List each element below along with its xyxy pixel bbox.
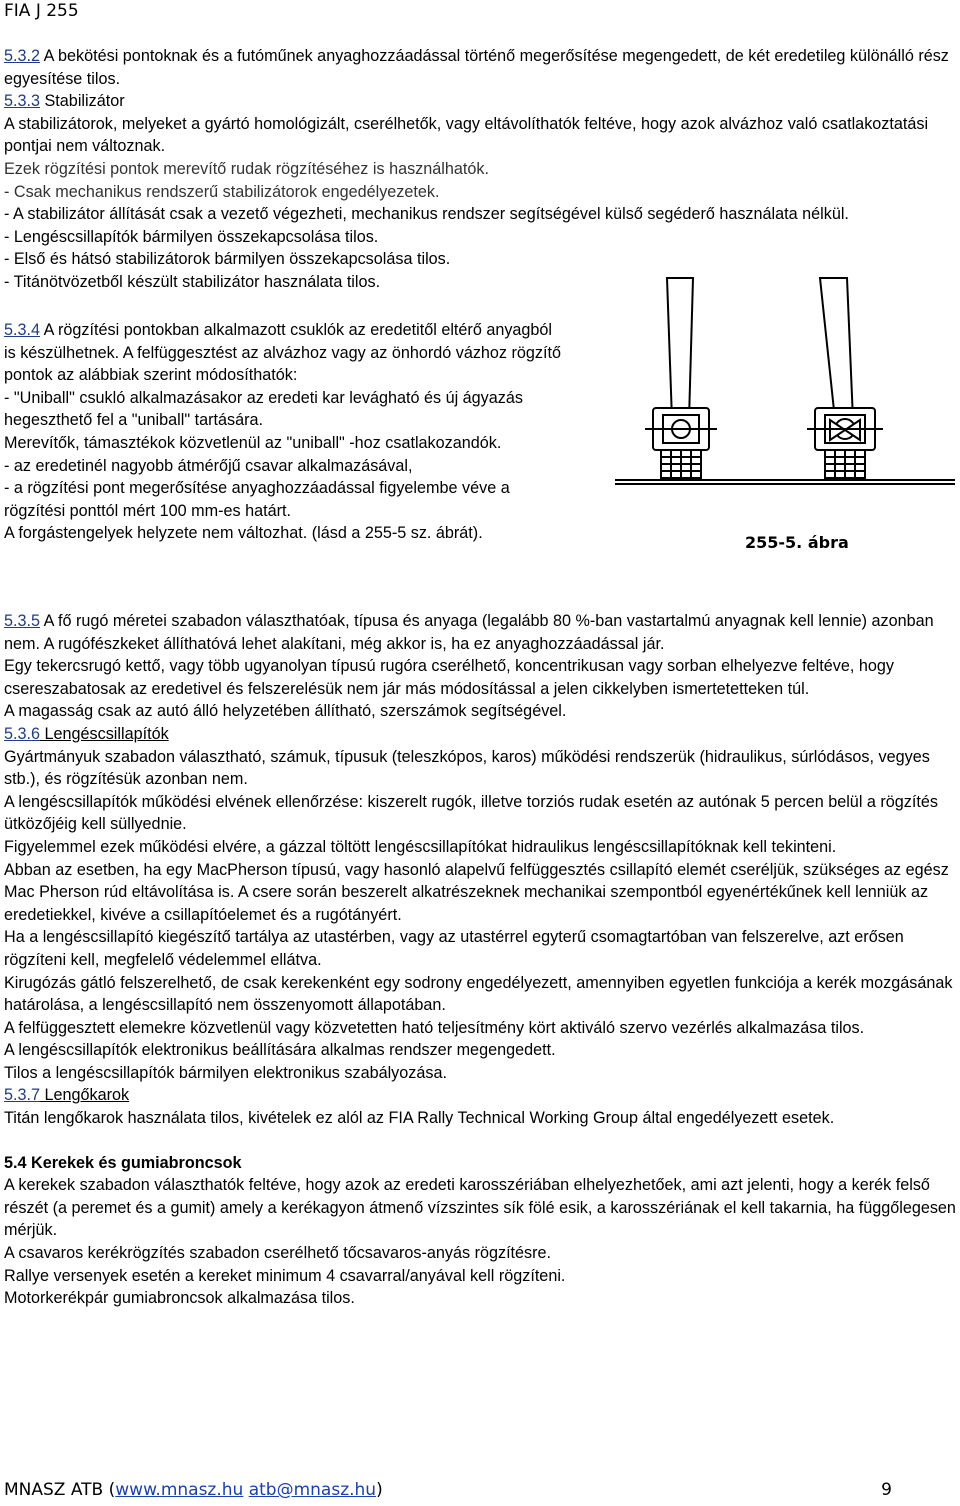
paragraph: Ha a lengéscsillapító kiegészítő tartálya az utastérben, vagy az utastérrel egyterű csomagtartóban van felszerelve, azt erősen rögzíteni kell, megfelelő védelemmel ellátva. [4, 928, 904, 969]
paragraph: Egy tekercsrugó kettő, vagy több ugyanolyan típusú rugóra cserélhető, koncentrikusan vagy sorban elhelyezve feltéve, hogy csereszabatosak az eredetivel és felszerelésük nem jár más módosítással a jelen cikkelyben ismertetetteken túl. [4, 657, 894, 698]
heading-5-3-6 [4, 723, 956, 746]
section-title: Lengőkarok [40, 1086, 130, 1105]
paragraph: A magasság csak az autó álló helyzetében állítható, szerszámok segítségével. [4, 702, 567, 721]
paragraph: Figyelemmel ezek működési elvére, a gázzal töltött lengéscsillapítókat hidraulikus lengéscsillapítóknak kell tekinteni. [4, 837, 837, 856]
section-number: 5.3.5 [4, 612, 41, 630]
paragraph-text: A rögzítési pontokban alkalmazott csuklók az eredetitől eltérő anyagból is készülhetnek. A felfüggesztést az alvázhoz vagy az önhordó vázhoz rögzítő pontok az alábbiak szerint módosíthatók: [4, 321, 561, 385]
top-section [4, 45, 956, 294]
paragraph: - Csak mechanikus rendszerű stabilizátorok engedélyezetek. [4, 182, 440, 201]
footer-close-paren: ) [376, 1480, 383, 1500]
paragraph: - az eredetinél nagyobb átmérőjű csavar alkalmazásával, [4, 456, 413, 475]
heading-5-3-3 [4, 90, 956, 113]
page-number: 9 [881, 1480, 892, 1500]
section-5-3-4 [4, 319, 564, 545]
paragraph: - Titánötvözetből készült stabilizátor használata tilos. [4, 272, 381, 291]
section-number: 5.3.4 [4, 321, 41, 339]
website-link[interactable]: www.mnasz.hu [115, 1480, 244, 1500]
paragraph: Abban az esetben, ha egy MacPherson típusú, vagy hasonló alapelvű felfüggesztés csillapító elemét cseréljük, szükséges az egész Mac Pherson rúd eltávolítása is. A csere során beszerelt alkatrészeknek mechanikai szempontból egyenértékűnek kell lenniük az eredetiekkel, kivéve a csillapítóelemet és a rugótányért. [4, 860, 949, 924]
paragraph: A forgástengelyek helyzete nem változhat. (lásd a 255-5 sz. ábrát). [4, 524, 483, 543]
paragraph: A lengéscsillapítók működési elvének ellenőrzése: kiszerelt rugók, illetve torziós rudak esetén az autónak 5 percen belül a rögzítés ütközőjéig kell süllyednie. [4, 792, 938, 834]
section-number: 5.3.7 [4, 1086, 41, 1105]
footer-open-paren: ( [108, 1480, 116, 1500]
figure-caption: 255-5. ábra [745, 533, 849, 552]
paragraph: A stabilizátorok, melyeket a gyártó homológizált, cserélhetők, vagy eltávolíthatók feltéve, hogy azok alvázhoz való csatlakoztatási pontjai nem változnak. [4, 114, 929, 156]
document-header: FIA J 255 [4, 1, 79, 21]
paragraph: Kirugózás gátló felszerelhető, de csak kerekenként egy sodrony engedélyezett, amennyiben egyetlen funkciója a kerék mozgásának határolása, a lengéscsillapító nem összenyomott állapotában. [4, 973, 953, 1015]
paragraph: Gyártmányuk szabadon választható, számuk, típusuk (teleszkópos, karos) működési rendszerük (hidraulikus, súrlódásos, vegyes stb.), és rögzítésük azonban nem. [4, 747, 930, 789]
paragraph: - Lengéscsillapítók bármilyen összekapcsolása tilos. [4, 227, 379, 246]
paragraph-5-3-5 [4, 610, 956, 655]
footer-org: MNASZ ATB [4, 1480, 104, 1500]
paragraph: A csavaros kerékrögzítés szabadon cserélhető tőcsavaros-anyás rögzítésre. [4, 1244, 552, 1263]
page-footer [4, 1480, 954, 1500]
paragraph-5-3-4 [4, 319, 564, 387]
paragraph: A lengéscsillapítók elektronikus beállítására alkalmas rendszer megengedett. [4, 1041, 556, 1060]
section-number: 5.3.3 [4, 92, 41, 111]
email-link[interactable]: atb@mnasz.hu [248, 1480, 377, 1500]
paragraph-text: A fő rugó méretei szabadon választhatóak, típusa és anyaga (legalább 80 %-ban vastartalmú anyagnak kell lennie) azonban nem. A rugófészkeket állíthatóvá lehet alakítani, még akkor is, ha ez anyaghozzáadással jár. [4, 612, 934, 653]
paragraph: - A stabilizátor állítását csak a vezető végezheti, mechanikus rendszer segítségével külső segéderő használata nélkül. [4, 205, 849, 224]
section-title: Lengéscsillapítók [40, 724, 169, 743]
section-number: 5.3.6 [4, 724, 41, 743]
paragraph: Merevítők, támasztékok közvetlenül az "uniball" -hoz csatlakozandók. [4, 433, 502, 452]
spacer [4, 1130, 956, 1152]
heading-5-3-7 [4, 1084, 956, 1107]
heading-5-4: 5.4 Kerekek és gumiabroncsok [4, 1153, 242, 1172]
section-title: Stabilizátor [40, 92, 125, 111]
bottom-section [4, 610, 956, 1310]
paragraph: A felfüggesztett elemekre közvetlenül vagy közvetetten ható teljesítmény kört aktiváló szervo vezérlés alkalmazása tilos. [4, 1018, 865, 1037]
paragraph-5-3-2 [4, 45, 956, 90]
paragraph-text: A bekötési pontoknak és a futóműnek anyaghozzáadással történő megerősítése megengedett, de két eredetileg különálló rész egyesítése tilos. [4, 47, 949, 88]
paragraph: Tilos a lengéscsillapítók bármilyen elektronikus szabályozása. [4, 1063, 447, 1082]
uniball-mount-figure [615, 270, 955, 505]
paragraph: Motorkerékpár gumiabroncsok alkalmazása tilos. [4, 1289, 355, 1308]
section-number: 5.3.2 [4, 47, 41, 65]
paragraph: A kerekek szabadon választhatók feltéve, hogy azok az eredeti karosszériában elhelyezhetőek, ami azt jelenti, hogy a kerék felső részét (a peremet és a gumit) amely a kerékagyon átmenő vízszintes sík fölé esik, a karosszériának el kell takarnia, ha függőlegesen mérjük. [4, 1176, 956, 1240]
paragraph: - Első és hátsó stabilizátorok bármilyen összekapcsolása tilos. [4, 250, 451, 269]
paragraph: Rallye versenyek esetén a kereket minimum 4 csavarral/anyával kell rögzíteni. [4, 1266, 566, 1285]
paragraph: - a rögzítési pont megerősítése anyaghozzáadással figyelembe véve a rögzítési ponttól mért 100 mm-es határt. [4, 479, 510, 520]
paragraph: - "Uniball" csukló alkalmazásakor az eredeti kar levágható és új ágyazás hegeszthető fel a "uniball" tartására. [4, 388, 523, 430]
paragraph: Ezek rögzítési pontok merevítő rudak rögzítéséhez is használhatók. [4, 159, 489, 178]
paragraph: Titán lengőkarok használata tilos, kivételek ez alól az FIA Rally Technical Working Group által engedélyezett esetek. [4, 1109, 835, 1128]
